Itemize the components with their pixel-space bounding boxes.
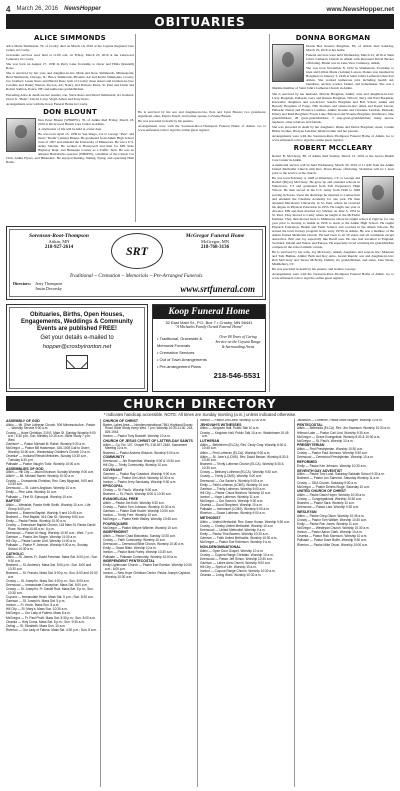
koop-title: Koop Funeral Home [153, 305, 265, 319]
header-left [6, 5, 101, 14]
obituary-text: She is survived by her sons and daughter-in-law Mark and Rose Simmonds, Minneapolis; Brad Simmonds, Chicago, IL; Bruce Simmonds, Phoenix, AZ and Kevin Simmonds, Crosby; two brothers: Lester Rono and Harold Rono both of Crosby; three sisters and brothers-in-law: Caroline and Danny Warren, Tucson, AZ; Nancy and Roberto Perez, St. Paul and Linda and Robert Salmon, Ponce, NE; and numerous grandchildren. [6, 71, 134, 92]
church-entry: Crosby — Crosswinds Christian, Rev. Gary Bjugstad, 9:00 and 10:30 a.m. [6, 478, 94, 487]
church-section-heading: ASSEMBLY OF GOD [6, 419, 40, 423]
church-entry: Crosby — Crosby United Methodist. Worship 10 a.m. [200, 523, 274, 528]
church-entry: Emily — Grace Bible. Worship 10 a.m. [103, 546, 157, 551]
church-entry: Garrison — Faith United Methodist. Worship 10:30 a.m. [200, 536, 278, 541]
obituary-text: Don Peter Blount (WBOPW), 76, of Aitkin died Friday, March 18, 2016 at Riverwood Health Care Center in Aitkin. [38, 117, 134, 126]
column-divider [100, 419, 101, 787]
church-section-heading: PENTECOSTAL [297, 422, 323, 427]
church-entry: Aitkin — Mt. Olive Lutheran Church, 509 Minnesota Ave., Pastor ... Worship Service 9:00 a.m. [6, 422, 96, 431]
church-section-heading: PRESBYTERIAN [297, 443, 325, 448]
church-entry: Crosby — St. Joseph's. Mass Sat. 4:00 p.m.; Sun. 8:00 a.m. [6, 578, 90, 583]
church-entry: Deerwood — Our Savior's. Worship 9:00 a.m. [200, 478, 264, 483]
ad-right-block [171, 233, 259, 251]
obituary-text: He was born April 15, 1939 in San Diego, CA to George "Pete" and Doris "Dodie" (Ames) Blount. He graduated from Aitkin High School class of 1957 and attended the University of Minnesota. He was a U.S. Army Veteran. He worked at Honeywell and then for MN State Highway Dept. and Hennepin County as a Traffic Tech. He was an amateur Ham Radio operator (WB0PW), a member of the Classic Car Club, Aitkin Flyers, and Hibanders. He enjoyed hunting, fishing, flying, and operating Ham Radio. [6, 131, 134, 165]
church-entry: Riverton — Pastor Mike Olson. Worship 10:00 a.m. [297, 542, 369, 547]
church-entry: Hillman Lake — Pastor Carl Lind. Worship 9:30 a.m. [297, 430, 370, 435]
church-section-heading: EPISCOPAL [103, 484, 123, 489]
church-column-2 [103, 419, 195, 787]
church-entry: Crosby — SDA Church. Saturday 9:30 a.m. [297, 480, 358, 485]
church-entry: Aitkin — St. John's (LCMS). Rev. David Becker. Worship 8:30 & 10:45 a.m. [200, 454, 289, 463]
church-entry: Onamia — Living Word. Worship 10:30 a.m. [200, 573, 262, 578]
column-divider [269, 34, 270, 392]
brand-name: NewsHopper [64, 6, 101, 12]
church-entry: Aitkin — St. James. Fr. David Forsman. Mass Sat. 5:00 p.m.; Sun. 9:30 a.m. [6, 555, 98, 564]
obituary-text: Alice Marie Simmonds, 79, of Crosby died on March 16, 2016 at the Cuyuna Regional Care Center in Crosby. [6, 44, 134, 53]
koop-services [157, 335, 215, 370]
church-entry: Deerwood — United Methodist. Worship 9 a.m. [200, 528, 266, 533]
obituary-text: Arrangements were with the Koop Funeral Home in Crosby. [6, 101, 88, 106]
funeral-home-ad-koop [152, 304, 266, 392]
obituary-text: Graveside services were held at 11:00 a.m. on Friday, March 25, 2016 at the Lakewood Cemetery in Crosby. [6, 53, 134, 62]
church-entry: Hill City — Pastor Chuck Bickford. Worship 10 a.m. [200, 490, 272, 495]
church-entry: Ironton — Fr. Kevin. Mass Sun. 8 a.m. [6, 603, 60, 608]
church-entry: Cuyuna — Immaculate Heart. Mass Sat. 5 p.m.; Sun. 8:30 a.m. [6, 595, 94, 599]
church-entry: McGregor — St. Paul's. Worship 10 a.m. [297, 438, 354, 443]
koop-since: Over 80 Years of Caring Service on the Cuyuna Range & Surrounding Areas [215, 335, 261, 349]
church-entry: McGregor — Our Savior's. Worship 9:30 a.m. [200, 499, 264, 504]
church-entry: Hill City — Pastor Lannie Lind. Worship 11:00 a.m. [6, 539, 77, 544]
church-entry: Palisade — Palisade Community. Worship 10:00 a.m. [103, 554, 178, 559]
church-section-heading: INDEPENDENT [103, 530, 129, 535]
page-header [6, 4, 394, 14]
church-entry: Aitkin — United Methodist. Rev. Dawn House. Worship 9:30 a.m. [200, 519, 291, 524]
directors-names: Jerry Thompson Justin Decorsky [35, 281, 63, 291]
ad-website[interactable]: www.srtfuneral.com [180, 284, 255, 294]
church-entry: Aitkin — Hill City — Jason Erickson; Sunday Worship 9:00 a.m. [6, 470, 95, 475]
ad-left-block [15, 233, 103, 251]
church-section-heading: JEHOVAH'S WITNESSES [200, 422, 242, 427]
obituary-text: She is survived by her husband, Marvin Borgman, Aitkin; sons and daughters-in-law: Larry Borgman, Palisade; Gary and Raleen Borgman, Wilcox; Terry and Patti Borgman, Keewatin; daughters and son-in-law: Sandra Borgman and Bob Schott, Aitkin and Beverly Borgman of Fargo, ND; brothers and sisters-in-law: Allen and Karen Larson, Palisade; Darrel and Florence Landrus, Aitkin; Ronnie and Charlene Landrus, Palisade; Emery and Ruth Borgman; Forest Lake; Emerson and Yvonne Borgman, Wardsboro; nine grandchildren; 28 great-grandchildren; 3 step-great-grandchildren; many nieces, nephews, other relatives and friends. [272, 91, 394, 124]
directors-label: Directors: [13, 281, 32, 286]
church-entry: Baxter, Lakes Area — Nondenominational 7561 Highland Scenic Road. Bible Study every Wed. 7 pm; Worship 10:30-11:30. 218-829-1943. [103, 422, 194, 435]
church-entry: Onamia* — Ironland Rehab Ministries. Sunday 10:30 a.m., Tuesday 6:30 p.m. [6, 454, 88, 462]
church-entry: Deerwood — Immaculate Conception. Mass Sat. 5:00 p.m. [6, 583, 88, 588]
church-entry: Aitkin — First Presbyterian. Worship 10:30 a.m. [297, 447, 364, 452]
church-section-heading: COVENANT [103, 467, 123, 472]
church-entry: McGregor — Our Lady of Fatima. Mass 8 a.m. [6, 611, 71, 616]
church-entry: Deerwood — Deerwood Presbyterian. Worship 10 a.m. [297, 455, 374, 460]
church-entry: Ironton — New Hope Christian Center. Pastor Joseph Cajicicio. Worship 10:30 a.m. [103, 570, 191, 579]
church-entry: Brainerd — St. Francis. Mass Sat. 5:00 p.m.; Sun. 8:00 and 10:00 a.m. [6, 571, 98, 579]
church-section-heading: ASSEMBLIES OF GOD [6, 466, 44, 471]
church-entry: McGregor — Pastor Bill Haaverson. 426-1005 Call to Order; Worship 10:00 a.m.; Wednesday Children's Church 10 a.m. [6, 446, 91, 454]
ad-right-name: McGregor Funeral Home [185, 233, 245, 239]
church-entry: McGregor — Pastor Keith Walley. Worship 10:45 a.m. [103, 517, 178, 522]
church-section-heading: NON-DENOMINATIONAL [200, 545, 241, 550]
church-directory-note: * Indicates handicap accessible. NOTE: All times are Sunday morning (a.m.) unless indicated otherwise. [103, 412, 297, 417]
church-column-4 [297, 419, 394, 787]
church-entry: Crosby — Faith Community. Worship 10 a.m. [103, 538, 166, 543]
ad-inner-border [9, 307, 145, 389]
church-entry: Deerwood — Pastor Lisa. Worship 9:30 a.m. [297, 505, 360, 510]
church-column-1 [6, 419, 98, 787]
obituary-name-don: DON BLOUNT [43, 107, 97, 116]
church-entry: Onamia — Holy Cross. Mass Sat. 5 p.m.; Sun. 9:30 a.m. [6, 619, 85, 624]
obituary-text: Robert B. McCleary, 88, of Aitkin died Sunday, March 13, 2016 at the Aicota Health Care Center in Aitkin. [272, 154, 394, 163]
church-entry: Riverton — Our Lady of Fatima. Mass Sat. 4:30 p.m.; Sun. 8 a.m. [6, 627, 97, 632]
ad-left-phone: 218-927-2614 [44, 244, 74, 250]
obituary-text: She was preceded in death by her daughters: Diane and Debra Borgman; sister, Connie Huhn; brother, Dwayne Landrus; infant brother and her parents. [272, 124, 394, 133]
church-entry: Crosby — St. Joseph's. Fr. Daniel Ruiz. Mass Sat. 5 p.m.; Sun. 10:30 a.m. [6, 587, 94, 595]
column-divider [197, 419, 198, 787]
church-entry: Aitkin — Co. Rd. 107, Chapel Ph. 218-927-2640. Sacrament Meeting 10 a.m. [103, 442, 187, 451]
church-entry: McGregor — Wesleyan Church. Worship 10:30 a.m. [297, 526, 370, 531]
church-entry: Palisade — Immanuel (LCMS). Worship 9:00 a.m. [200, 507, 270, 512]
church-entry: Hill City — Spirit of Life. Worship 10 a.m. [200, 565, 257, 570]
church-entry: Brainerd — Pastor Jon Sarnecki. Saturday Worship 11 a.m. [297, 476, 380, 481]
church-section-heading: WESLEYAN [297, 510, 317, 515]
church-entry: McGregor — Fr. Paul Pruitt. Mass Sat. 5:30 p.m.; Sun. 8:00 a.m. [6, 615, 96, 620]
church-entry: Brainerd — Brainerd Baptist. Worship 9 and 10:45 a.m. [6, 510, 83, 515]
church-entry: Palisade — Pastor P. Johnson. Worship 9:00 a.m.; Sunday School 10:30 a.m. [6, 543, 88, 552]
church-entry: Brainerd — First Baptist. 516 Oak St.; Worship 9:00 a.m. [6, 514, 85, 519]
page-number: 4 [6, 4, 11, 14]
obituary-photo [272, 44, 304, 82]
obituary-text: Funeral services were held Wednesday, March 23, 2016 at Saint John's Lutheran Church in Aitkin with Reverend David Becker officiating. Burial was in Lake View Cemetery, Aitkin. [306, 53, 394, 66]
church-entry: Crosby — Bethany Lutheran (ELCA). Worship 9:30 a.m. [200, 470, 278, 475]
obituary-text: He is survived by his wife, Joy McCleary, Aitkin; daughters and sons-in-law: Maureen and Tom Buman, Aitkin; Beth and Roy Arko, Grand Rapids; son and daughter-in-law: Rob McCleary and Teresa McNally, Duluth; six grandchildren, and sister, Jane Neale, Middlebury, CT. [272, 250, 394, 267]
church-entry: Palisade — Pastor Vaughn Tutor. Worship 10:00 a.m. [6, 461, 81, 466]
obituaries-banner [6, 14, 394, 29]
church-entry: Ironton — Pastor Jerry Sandusky. Worship 9:30 a.m. [103, 479, 177, 484]
koop-service: • Pre-arrangement Plans [157, 364, 201, 369]
church-section-heading: FOURSQUARE [103, 521, 128, 526]
envelope-icon [66, 355, 88, 369]
church-entry: McGregor — Pastor Dennis Kluge. Saturday 10 a.m. [297, 484, 371, 489]
ad-left-name: Sorenson-Root-Thompson [29, 233, 89, 239]
church-entry: Crosby — Emmanuel Baptist Church, 118 Main St. Pastor David Rose; Worship 10:45 a.m.; 6 p.m. [6, 523, 96, 531]
obituary-text: He was preceded in death by his parents, and brother, George. [272, 267, 357, 272]
church-entry: Aitkin — Kingdom Hall. Public Talk 10 a.m. [200, 426, 260, 431]
church-entry: Emily — Pastor Pastor. Worship 10:00 a.m. [6, 519, 67, 524]
church-entry: Garrison — Trinity Lutheran. Worship 9:00 a.m. [200, 486, 266, 491]
church-entry: Ironton — Trinity Free. Worship 10 a.m. [103, 513, 158, 518]
obituary-name-robert: ROBERT MCCLEARY [293, 144, 373, 153]
church-entry: Deerwood — Deerwood Bible Church. Worship 10:30 a.m. [103, 542, 185, 547]
church-entry: Onamia — Pastor Rick Swenson. Worship 10 a.m. [297, 534, 368, 539]
funeral-home-ad-srt [6, 226, 266, 300]
obituary-column-left [6, 34, 134, 165]
ad-right-city: McGregor, MN [200, 239, 230, 244]
church-entry: Outing — St. Elizabeth. Mass Sun. 10 a.m. [6, 623, 66, 628]
obituary-name-donna: DONNA BORGMAN [295, 34, 371, 42]
site-url[interactable]: www.NewsHopper.net [326, 5, 394, 13]
church-entry: Brainerd — St. Andrew's. Mass Sat. 5:00 p.m.; Sun. 8:00 and 10:30 a.m. [6, 563, 92, 572]
srt-logo: SRT [111, 233, 163, 269]
church-entry: Brainerd — Pastor Sara. Worship 10 a.m. [297, 501, 355, 506]
church-entry: Aitkin — First Lutheran (ELCA). Worship 9:30 a.m. [200, 450, 271, 455]
free-notices-text: Obituaries, Births, Open Houses, Engagements, Weddings & Community Events are published FREE! [21, 312, 133, 332]
church-entry: Riverton — Grace Lutheran. Worship 9:00 a.m. [200, 511, 266, 516]
church-section-heading: METHODIST [200, 516, 221, 521]
church-entry: McGregor — Grace Evangelical. Worship 8:30 & 10:30 a.m. [297, 434, 381, 439]
church-entry: Aitkin — Pastor Jim Koth. Worship 9:30 a.m. [103, 500, 165, 505]
church-entry: Deerwood — Pastor Jeff Simon. Worship 10:30 a.m. [200, 557, 273, 562]
church-entry: McGregor — Pastor Jim Ulrich. Worship 10:30 a.m. [103, 475, 175, 480]
church-directory-heading: CHURCH DIRECTORY [123, 396, 277, 411]
obituary-text: She was born on August 27, 1936 in Perry Lake Township to Oscar and Hilda (Randall) Rono. [6, 62, 134, 71]
church-entry: Crosby — Pastor Tom Walker. Worship 10:30 a.m. [297, 517, 367, 522]
church-section-heading: BAPTIST [6, 499, 21, 504]
obituary-column-right [272, 34, 394, 281]
obituary-text: He was born February 4, 1928 at Waterbury, CT, to George and Rachel (Bryce) McCleary. He grew up and attended schools in Watertown, CT and graduated from Taft Preparatory High School. He then served in the U.S. Army from 1946 to 1948 serving in Korea. Upon his discharge he returned to Connecticut and attended the Cheshire Academy for one year. He then attended Macalester University in St. Paul, where he received his degree in Physical Education in 1953. He taught one year at Atwater, MN and then married Joy Smoker on June 5, 1954 in St. Paul. They moved to Cathy where he taught at the McFarlin Institute. They then moved back to Minnesota where he taught school at Ogilvie, for one year prior to moving to Aitkin in 1956 to teach at the Aitkin High School. He taught Physical Education, Health and Earth Science and coached in the Aitkin Schools. He started the town hockey program in the early 1970's in Aitkin. He was a member of the Aitkin United Methodist Church. He had been to all 50 states and all continents except Antarctica. Bob and Joy especially like Banff area. He also had travelled to England, Scotland, Ireland and Wales, and Europe. He especially loved watching his grandchildren compete in the school athletic events. [272, 176, 394, 250]
obituary-text: He is survived by his son and daughter-in-law, Pete and Lynn Blount; two grandsons; significant other, Myrna Texell, and former spouse, LaVonne Blount. [138, 110, 266, 119]
ad-left-city: Aitkin, MN [48, 239, 70, 244]
church-section-heading: REFORMED [297, 460, 318, 465]
church-entry: Crosby — Hope Christian, 219 E. Main St. Sunday Worship 9:00 a.m.; 5:30 p.m. Sun. Ministry 10:15 a.m.; Bible Study 7 p.m. Wed. [6, 430, 96, 442]
church-entry: Crosby — St. Paul's. Worship 9:00 a.m. [103, 488, 159, 493]
church-section-heading: CHURCH OF JESUS CHRIST OF LATTER-DAY SAINTS [103, 438, 193, 443]
church-entry: Crosby — Pastor Paul Johnson. Worship 9:30 a.m. [297, 451, 368, 456]
ad-right-phone: 218-768-3136 [200, 244, 230, 250]
church-entry: Hill City — Trinity Community. Worship 10 a.m. [103, 463, 168, 468]
obituary-text: Arrangements were with the Sorenson-Root-Thompson Funeral Home of Aitkin. Go to www.srtfuneral.com to sign the online guest register. [272, 133, 394, 143]
church-section-heading: CHURCH OF CHRIST [103, 419, 138, 423]
obituary-photo [362, 176, 394, 214]
obituary-text: Preceding Alice in death are her parents; son, Steve Rono and David Simmonds; six brothers: Oscar Jr. "Babe", David, Larry, Virgil, Albert and Tony Rono. [6, 92, 134, 101]
koop-service: • Cremation Services [157, 350, 195, 355]
obituary-text: Arrangements were with the Sorenson-Root-Thompson Funeral Home of Aitkin. Go to www.srtfuneral.com to sign the online guest register. [138, 124, 266, 133]
church-entry: Emily Lighthouse Church — Pastor Earl Roeske. Worship 10:00 a.m.; 6:00 p.m. [103, 563, 192, 571]
church-section-heading: EVANGELICAL FREE [103, 497, 139, 501]
free-notices-ad [6, 304, 148, 392]
church-entry: Brainerd — St. Paul's. Worship 8:00 & 10:30 a.m. [103, 492, 172, 497]
church-entry: Emily — Pastor Tina Bowers. Worship 10:30 a.m. [200, 532, 269, 537]
church-entry: Aitkin* — Mt. Michael Sweet. Worship 10:30 a.m. [6, 474, 75, 479]
church-entry: Aitkin — Westside, Pastor Keith Smith. Worship 10 a.m.; Life Group 6:00 p.m. [6, 503, 91, 511]
church-entry: Garrison — Pastor Jim Stogre. Worship 11:00 a.m. [6, 535, 77, 540]
obituary-name-alice: ALICE SIMMONDS [34, 34, 106, 42]
church-section-heading: CATHOLIC [6, 551, 24, 556]
church-entry: Garrison — Pastor Ray Crawford. Worship 9:00 a.m. [103, 471, 177, 476]
issue-date: March 26, 2016 [16, 6, 59, 12]
church-section-heading: COMMUNITY [103, 455, 125, 460]
obituary-text: A memorial service will be held Wednesday, March 30, 2016 at 11 AM from the Aitkin United Methodist Church with Rev. Dawn House officiating. Visitation will be 1 hour prior to the service at the church. [272, 163, 394, 176]
church-entry: Aitkin — Open Door Gospel. Worship 10 a.m. [200, 548, 264, 553]
church-entry: Ironton — Hope Lutheran. Worship 11 a.m. [200, 494, 260, 499]
church-entry: Brainerd — Pastor Andrew Wisdom. Worship 9:00 a.m. [103, 450, 180, 455]
church-section-heading: UNITED CHURCH OF CHRIST [297, 489, 346, 494]
church-directory-banner [6, 396, 394, 411]
church-column-3 [200, 419, 292, 787]
church-entry: Crosby — Kingdom Hall. Public Talk 10 a.m.; Watchtower 10:45 a.m. [200, 430, 289, 439]
church-entry: Palisade — First St. Episcopal. Worship 10 a.m. [6, 494, 73, 499]
obituary-text: Arrangements were with the Sorenson-Root-Thompson Funeral Home of Aitkin. Go to www.srtfuneral.com to sign the online guest register. [272, 272, 394, 281]
church-entry: Garrison — Pastor Dale Kusler. Worship 10:00 a.m. [103, 508, 175, 513]
free-notices-email[interactable]: hopper@crosbyironton.net [42, 344, 112, 350]
church-entry: Garrison* — Pastor Michael M. Rabel. Worship 9:30 a.m. [6, 442, 86, 447]
church-entry: Ironton — Pastor Aaron Clark. Worship 10 a.m. [297, 530, 363, 535]
free-notices-instruction: Get your details e-mailed to [40, 335, 114, 341]
church-entry: Aitkin — Pastor Chad Bistodeau. Sunday 10:30 a.m. [103, 534, 176, 539]
church-entry: Brainerd — Trinity Lutheran Church (ELCA). Worship 8:30 & 10:30 a.m. [200, 462, 284, 471]
obituary-text: He was preceded in death by his parents. [138, 119, 194, 124]
church-entry: Onamia — Good Shepherd. Worship 10 a.m. [200, 503, 263, 508]
church-entry: Ironton — Pastor Jim Drew. Worship 11:00 a.m. [200, 419, 267, 422]
koop-service: • Out of Town Arrangements [157, 357, 207, 362]
church-entry: Crosby — Congregational. Worship 10:30 a.m. [297, 497, 363, 502]
obituary-text: Donna Bea Rosetta Borgman, 83, of Aitkin died Saturday, March 19, 2016 at her home. [306, 44, 394, 53]
church-entry: Crosby — Cuyuna Range Christian. Worship 10 a.m. [200, 552, 274, 557]
church-entry: Aitkin — Bethlehem (ELCA). Rev. Cindy Gray. Worship 8:30 & 10:45 a.m. [200, 442, 287, 451]
church-section-heading: LUTHERAN [200, 438, 220, 443]
church-entry: Aitkin — Pastor Dawn Hoyer. Worship 10:30 a.m. [297, 493, 366, 498]
church-entry: Ironton — Pastor Mark Fraley. Worship 10:30 a.m. [103, 550, 173, 555]
church-entry: Garrison — Lakes Area Church. Worship 9:00 a.m. [200, 561, 271, 566]
ad-tagline: Traditional ~ Cremation ~ Memorials ~ Pre-Arranged Funerals [69, 273, 203, 279]
obituary-text: She was born November 8, 1932 in Waukenabo Township to Gust and Lillian Marie (Lehrke) Larson. Donna was baptized in Borgman on January 3, 1946 at Saint John's Lutheran Church in Aitkin. She worked numerous jobs including health aid, laundress, auction worker, farmer, and homemaker. She was a lifetime member of Saint John's Lutheran Church in Aitkin. [272, 66, 394, 91]
column-divider [294, 419, 295, 787]
church-entry: Emily — Faith Lutheran (LCMS). Worship 10 a.m. [200, 482, 270, 487]
church-section-heading: INDEPENDENT PENTECOSTAL [103, 559, 155, 564]
church-entry: Garrison — St. Joseph's. Mass Sat. 5 p.m. [6, 599, 66, 604]
church-entry: Emily — Pastor Ken Johnson. Worship 10:30 a.m. [297, 463, 367, 468]
obituary-text: A celebration of life will be held at a later date. [38, 126, 102, 131]
church-entry: Ironton — Pastor Tony Buswell. Worship 10 a.m. [103, 434, 171, 439]
koop-phone[interactable]: 218-546-5531 [213, 371, 261, 380]
obituaries-heading: OBITUARIES [154, 14, 246, 29]
column-divider [135, 34, 136, 222]
obituary-column-middle [138, 110, 266, 133]
church-entry: Hill City — St. Mary's. Mass Sun. 10:30 a.m. [6, 607, 68, 612]
koop-address: 32 East Main St., P.O. Box 7 • Crosby, MN 56441 [165, 320, 253, 325]
church-entry: Crosby — Trinity (LCMS). Worship 9:00 a.m. [200, 474, 263, 479]
church-entry: McGregor — Pastor Sue Robinson. Worship 9 a.m. [200, 540, 272, 545]
church-entry: Aitkin — Pastor Tom Lund. Saturday Sabbath School 9:30 a.m. [297, 472, 385, 477]
ad-directors [13, 281, 133, 291]
church-entry: Palisade — Pastor Dave Buller. Worship 9:30 a.m. [297, 538, 368, 543]
church-entry: Emily — Pine Lake. Worship 10 a.m. [6, 490, 58, 495]
church-section-heading: SEVENTH DAY ADVENTIST [297, 468, 343, 473]
church-entry: Ironton — Cuyuna Range Church. Worship 10:30 a.m. [200, 569, 276, 574]
koop-subtitle: "A Michaelis Family Owned Funeral Home" [175, 325, 243, 329]
church-entry: Deerwood — Jim Rosenthal. Worship 9:00 & 10:30 a.m. [103, 458, 181, 463]
koop-service: • Traditional, Graveside & Memorial Funerals [157, 336, 203, 348]
church-entry: Emily — Pastor Ron Jones. Worship 11 a.m. [297, 522, 359, 527]
obituary-photo [6, 118, 36, 152]
church-entry: Aitkin — Bethesda (ELCA). Rev. Jim Swanson. Worship 10:30 a.m. [297, 426, 391, 431]
church-entry: Crosby — Pastor Tom Johnson. Worship 10:30 a.m. [103, 504, 176, 509]
church-entry: Deerwood — St. Luke's Anglican. Worship 10 a.m. [6, 486, 77, 491]
church-entry: Aitkin — Pastor Greg Olson. Worship 10:45 a.m. [297, 513, 365, 518]
church-entry: Jacobson — Lutheran, Pastor Mark Wagner. Worship 10 a.m. [297, 419, 383, 422]
church-entry: McGregor — Pastor Wayne Willmier. Worship 10 a.m. [103, 525, 178, 530]
church-entry: Deerwood — Pastor Al Haug. Worship 10:30 a.m.; Wed. 7 p.m. [6, 530, 94, 535]
